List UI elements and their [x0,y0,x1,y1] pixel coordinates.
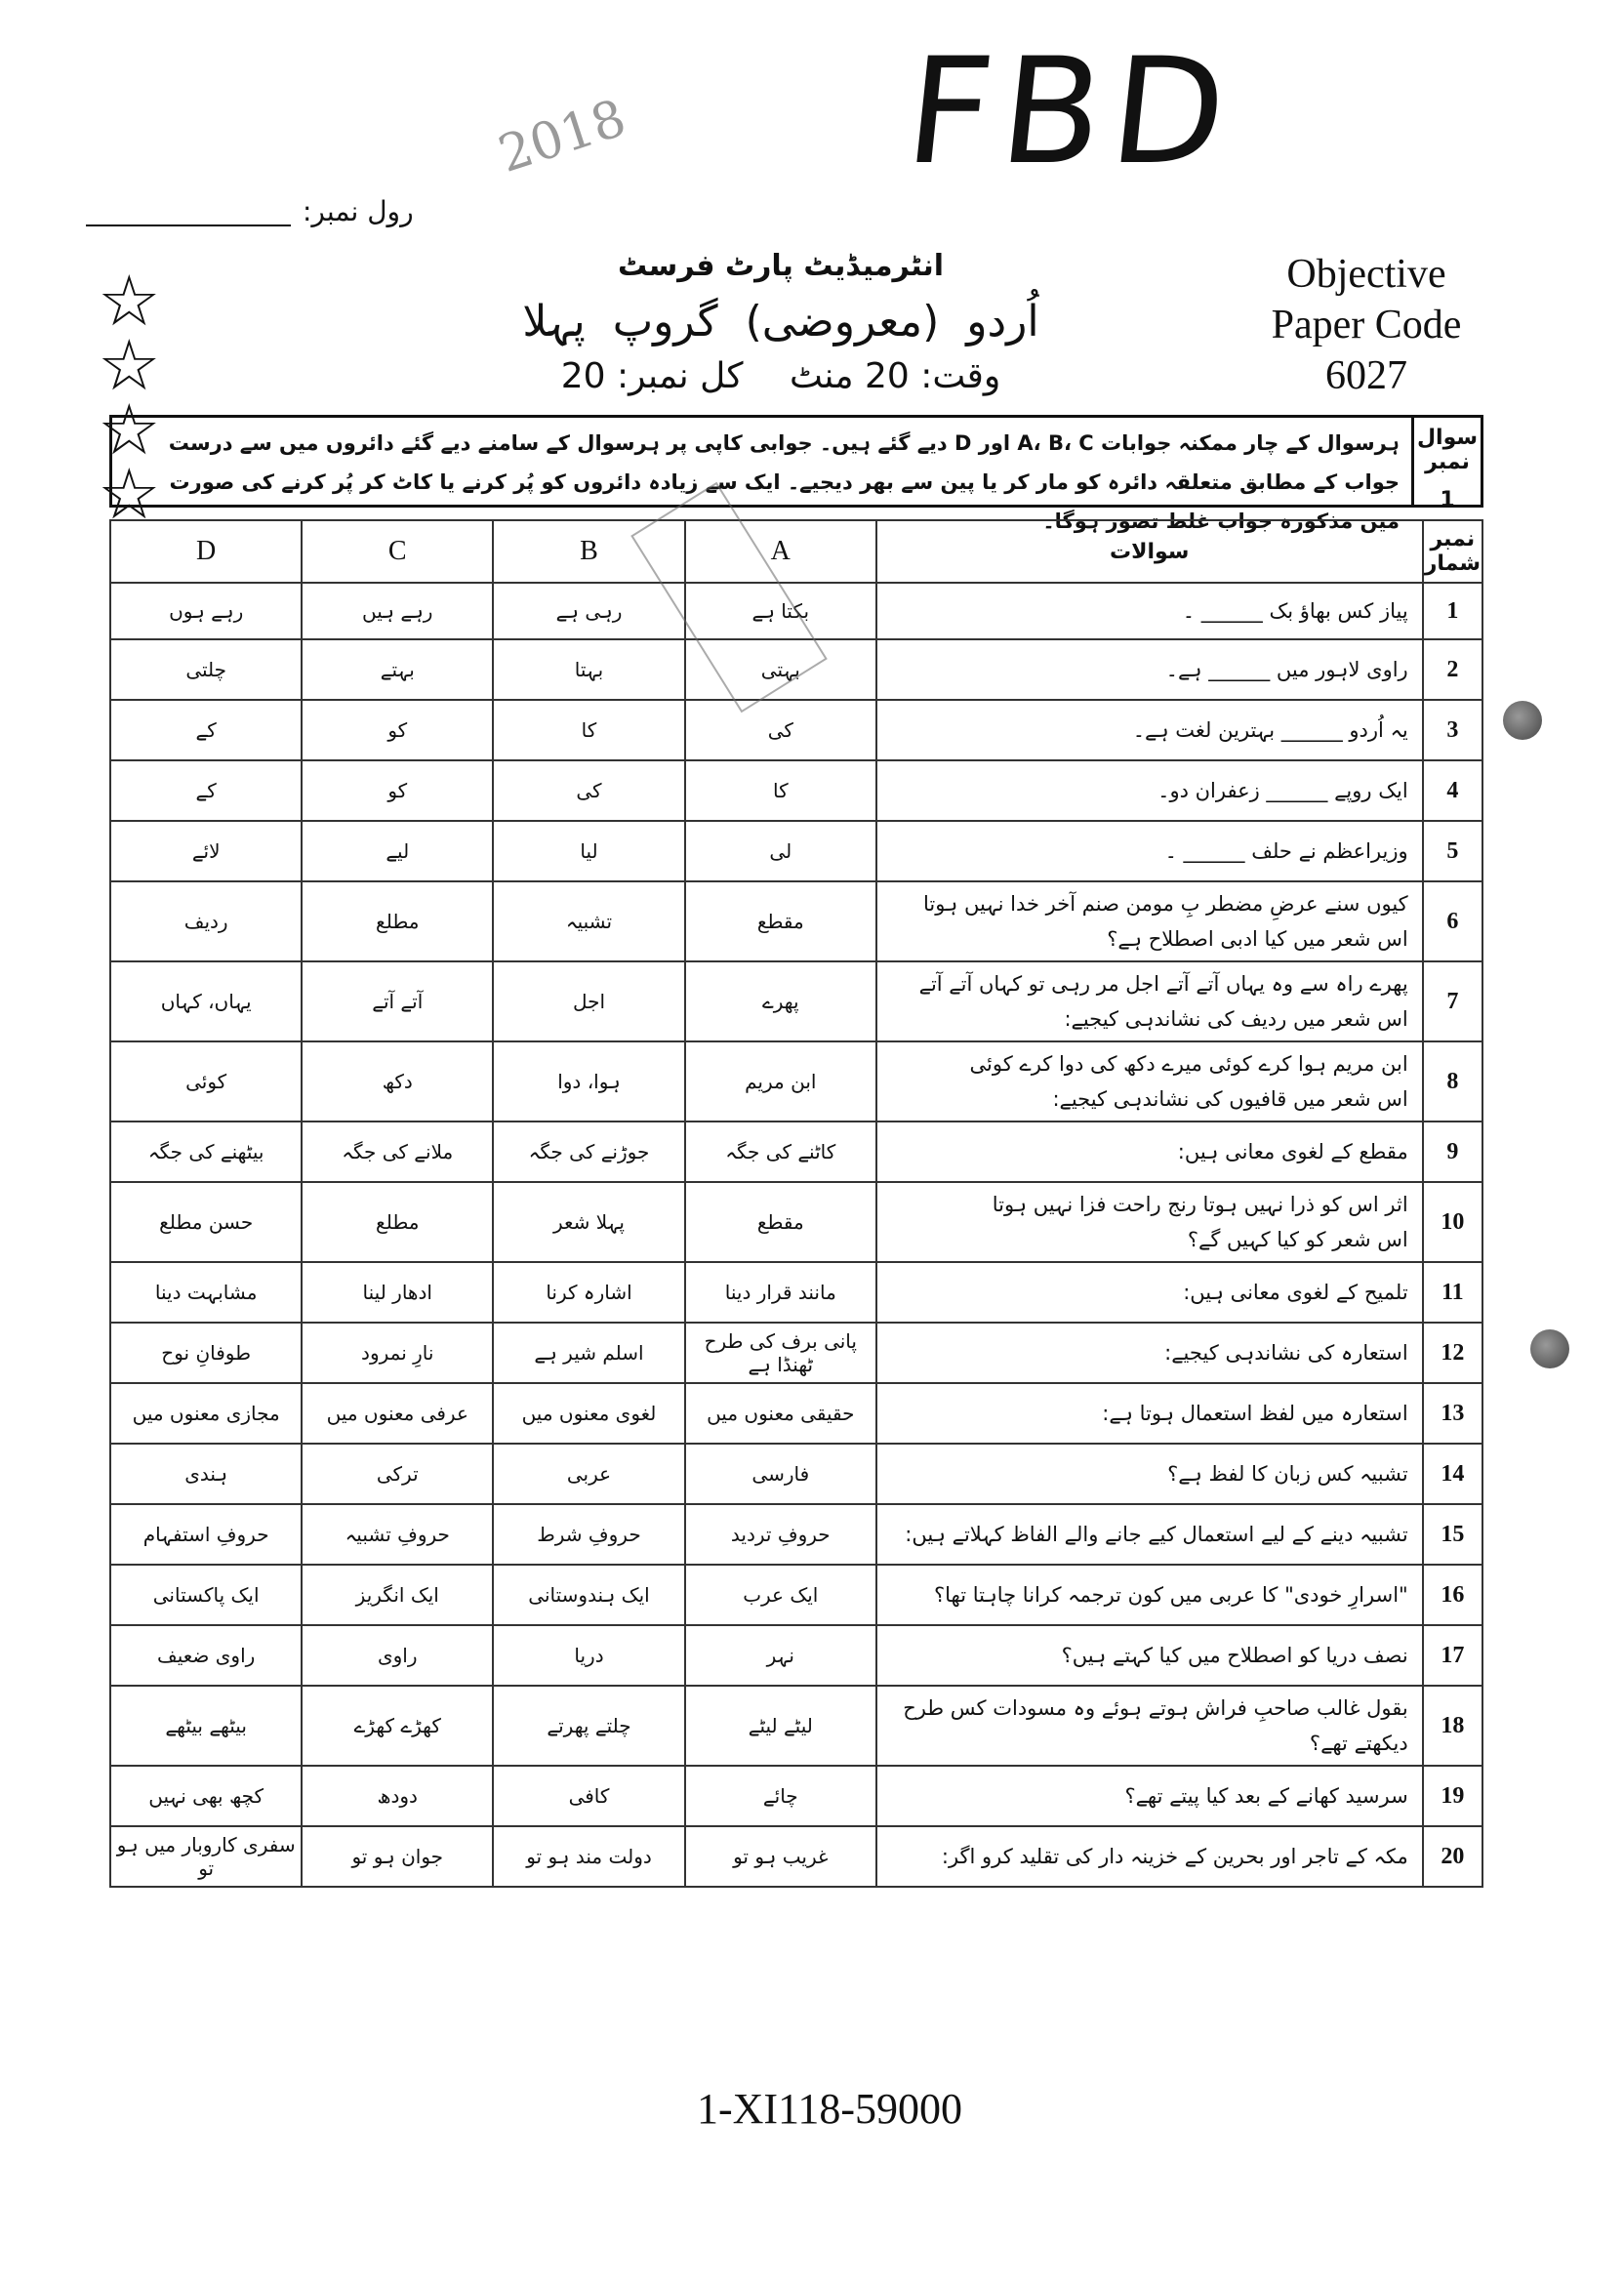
option-d: کے [110,760,302,821]
option-a: پانی برف کی طرح ٹھنڈا ہے [685,1323,876,1383]
question-text: تشبیہ کس زبان کا لفظ ہے؟ [876,1444,1423,1504]
option-d: لائے [110,821,302,881]
question-text: راوی لاہور میں ______ ہے۔ [876,639,1423,700]
question-text: پیاز کس بھاؤ بک ______ ۔ [876,583,1423,639]
option-b: ہوا، دوا [493,1041,685,1122]
option-c: حروفِ تشبیہ [302,1504,493,1565]
question-text: "اسرارِ خودی" کا عربی میں کون ترجمہ کرانا چاہتا تھا؟ [876,1565,1423,1625]
table-row [110,1383,1482,1444]
time-marks [508,356,1054,396]
star-icon: ☆ [98,453,161,535]
question-number-label: سوال نمبر [1416,426,1479,474]
question-number: 4 [1423,760,1482,821]
table-row [110,760,1482,821]
option-c: کو [302,760,493,821]
question-number: 15 [1423,1504,1482,1565]
question-number: 1 [1423,583,1482,639]
table-row [110,1686,1482,1766]
questions-body [110,583,1482,1887]
instructions-box [109,415,1483,533]
option-d: رہے ہوں [110,583,302,639]
question-text: بقول غالب صاحبِ فراش ہوتے ہوئے وہ مسودات کس طرح دیکھتے تھے؟ [876,1686,1423,1766]
option-b: چلتے پھرتے [493,1686,685,1766]
question-number: 13 [1423,1383,1482,1444]
option-b: کا [493,700,685,760]
question-number: 20 [1423,1826,1482,1887]
table-row [110,1625,1482,1686]
option-a: فارسی [685,1444,876,1504]
option-b: دولت مند ہو تو [493,1826,685,1887]
option-a: کاٹنے کی جگہ [685,1122,876,1182]
option-b: کی [493,760,685,821]
option-a: لی [685,821,876,881]
table-row [110,1323,1482,1383]
question-number: 3 [1423,700,1482,760]
option-c: بہتے [302,639,493,700]
time-label: وقت: 20 منٹ [789,356,1001,396]
option-d: کوئی [110,1041,302,1122]
option-a: لیٹے لیٹے [685,1686,876,1766]
option-b: بہتا [493,639,685,700]
option-b: تشبیہ [493,881,685,961]
option-d: مشابہت دینا [110,1262,302,1323]
table-row [110,1766,1482,1826]
table-row [110,1262,1482,1323]
option-b: لغوی معنوں میں [493,1383,685,1444]
option-a: کا [685,760,876,821]
option-c: لیے [302,821,493,881]
option-c: دکھ [302,1041,493,1122]
option-b: جوڑنے کی جگہ [493,1122,685,1182]
option-c: کھڑے کھڑے [302,1686,493,1766]
handwritten-date: 2018 [491,89,633,184]
table-header-row [110,520,1482,583]
paper-code-label: Paper Code [1271,303,1462,347]
option-a: بہتی [685,639,876,700]
paper-code-block [1239,249,1493,401]
table-row [110,700,1482,760]
star-icon: ☆ [98,388,161,470]
table-row [110,821,1482,881]
option-c: ملانے کی جگہ [302,1122,493,1182]
table-row [110,881,1482,961]
option-a: نہر [685,1625,876,1686]
option-a: مقطع [685,1182,876,1262]
option-a: مانند قرار دینا [685,1262,876,1323]
option-c: آتے آتے [302,961,493,1041]
option-c: عرفی معنوں میں [302,1383,493,1444]
question-number: 12 [1423,1323,1482,1383]
option-b: رہی ہے [493,583,685,639]
option-d: مجازی معنوں میں [110,1383,302,1444]
option-c: کو [302,700,493,760]
question-text: مقطع کے لغوی معانی ہیں: [876,1122,1423,1182]
option-d: حسن مطلع [110,1182,302,1262]
option-d: بیٹھنے کی جگہ [110,1122,302,1182]
option-a: کی [685,700,876,760]
option-b: کافی [493,1766,685,1826]
option-b: حروفِ شرط [493,1504,685,1565]
paper-code-value: 6027 [1325,353,1407,398]
star-icon: ☆ [98,260,161,342]
option-a: چائے [685,1766,876,1826]
question-number: 17 [1423,1625,1482,1686]
question-text: نصف دریا کو اصطلاح میں کیا کہتے ہیں؟ [876,1625,1423,1686]
option-a: ایک عرب [685,1565,876,1625]
table-row [110,1041,1482,1122]
option-c: ترکی [302,1444,493,1504]
option-b: اجل [493,961,685,1041]
option-c: ایک انگریز [302,1565,493,1625]
option-a: حروفِ تردید [685,1504,876,1565]
option-d: حروفِ استفہام [110,1504,302,1565]
instructions-text: ہرسوال کے چار ممکنہ جوابات A، B، C اور D دیے گئے ہیں۔ جوابی کاپی پر ہرسوال کے سامنے دیے گئے دائروں میں سے درست جواب کے مطابق متعلقہ دائرہ کو مار کر یا پین سے بھر دیجیے۔ ایک سے زیادہ دائروں کو پُر کرنے یا کاٹ کر پُر کرنے کی صورت میں مذکورہ جواب غلط تصور ہوگا۔ [168,431,1400,533]
option-c: ادھار لینا [302,1262,493,1323]
option-a: مقطع [685,881,876,961]
handwritten-board-code: FBD [898,27,1243,197]
option-d: ہندی [110,1444,302,1504]
star-icon: ☆ [98,324,161,406]
question-text: مکہ کے تاجر اور بحرین کے خزینہ دار کی تقلید کرو اگر: [876,1826,1423,1887]
option-a: بکتا ہے [685,583,876,639]
option-b: لیا [493,821,685,881]
question-text: تلمیح کے لغوی معانی ہیں: [876,1262,1423,1323]
option-d: بیٹھے بیٹھے [110,1686,302,1766]
question-number: 11 [1423,1262,1482,1323]
question-number: 8 [1423,1041,1482,1122]
option-b: ایک ہندوستانی [493,1565,685,1625]
question-text: ابن مریم ہوا کرے کوئی میرے دکھ کی دوا کرے کوئی اس شعر میں قافیوں کی نشاندہی کیجیے: [876,1041,1423,1122]
option-d: ایک پاکستانی [110,1565,302,1625]
option-a: حقیقی معنوں میں [685,1383,876,1444]
header-question: سوالات [876,520,1423,583]
question-number: 7 [1423,961,1482,1041]
table-row [110,961,1482,1041]
table-row [110,1565,1482,1625]
header-option-b: B [493,520,685,583]
question-number: 14 [1423,1444,1482,1504]
option-a: ابن مریم [685,1041,876,1122]
paper-header [508,249,1054,396]
questions-table [109,519,1483,1888]
option-a: غریب ہو تو [685,1826,876,1887]
table-row [110,1122,1482,1182]
question-number: 18 [1423,1686,1482,1766]
option-c: راوی [302,1625,493,1686]
table-row [110,1504,1482,1565]
question-text: اثر اس کو ذرا نہیں ہوتا رنج راحت فزا نہیں ہوتا اس شعر کو کیا کہیں گے؟ [876,1182,1423,1262]
option-d: کچھ بھی نہیں [110,1766,302,1826]
paper-title: اُردو (معروضی) گروپ پہلا [522,297,1039,347]
header-option-c: C [302,520,493,583]
option-d: سفری کاروبار میں ہو تو [110,1826,302,1887]
question-number: 5 [1423,821,1482,881]
question-number-cell [1411,418,1481,512]
question-text: سرسید کھانے کے بعد کیا پیتے تھے؟ [876,1766,1423,1826]
option-d: کے [110,700,302,760]
marks-label: کل نمبر: 20 [560,356,744,396]
option-b: پہلا شعر [493,1182,685,1262]
question-text: استعارہ میں لفظ استعمال ہوتا ہے: [876,1383,1423,1444]
table-row [110,1444,1482,1504]
option-b: دریا [493,1625,685,1686]
option-c: رہے ہیں [302,583,493,639]
question-number-value: 1 [1440,488,1455,512]
option-c: جوان ہو تو [302,1826,493,1887]
option-d: ردیف [110,881,302,961]
question-text: پھرے راہ سے وہ یہاں آتے آتے اجل مر رہی تو کہاں آتے آتے اس شعر میں ردیف کی نشاندہی کیجیے: [876,961,1423,1041]
option-d: راوی ضعیف [110,1625,302,1686]
option-d: یہاں، کہاں [110,961,302,1041]
question-text: کیوں سنے عرضِ مضطر بِ مومن صنم آخر خدا نہیں ہوتا اس شعر میں کیا ادبی اصطلاح ہے؟ [876,881,1423,961]
option-c: مطلع [302,881,493,961]
question-text: تشبیہ دینے کے لیے استعمال کیے جانے والے الفاظ کہلاتے ہیں: [876,1504,1423,1565]
option-c: دودھ [302,1766,493,1826]
table-row [110,1826,1482,1887]
option-b: عربی [493,1444,685,1504]
option-c: مطلع [302,1182,493,1262]
question-number: 2 [1423,639,1482,700]
question-text: یہ اُردو ______ بہترین لغت ہے۔ [876,700,1423,760]
option-d: چلتی [110,639,302,700]
question-text: وزیراعظم نے حلف ______ ۔ [876,821,1423,881]
option-b: اسلم شیر ہے [493,1323,685,1383]
roll-number-line [86,224,291,226]
punch-hole [1503,701,1542,740]
option-d: طوفانِ نوح [110,1323,302,1383]
option-a: پھرے [685,961,876,1041]
question-number: 10 [1423,1182,1482,1262]
header-option-d: D [110,520,302,583]
option-c: نارِ نمرود [302,1323,493,1383]
question-number: 19 [1423,1766,1482,1826]
question-number: 16 [1423,1565,1482,1625]
roll-number-label: رول نمبر: [303,195,414,227]
question-text: ایک روپے ______ زعفران دو۔ [876,760,1423,821]
question-number: 6 [1423,881,1482,961]
punch-hole [1530,1329,1569,1368]
question-text: استعارہ کی نشاندہی کیجیے: [876,1323,1423,1383]
footer-code: 1-XI118-59000 [696,2085,963,2133]
option-b: اشارہ کرنا [493,1262,685,1323]
header-number: نمبر شمار [1423,520,1482,583]
table-row [110,1182,1482,1262]
question-number: 9 [1423,1122,1482,1182]
exam-subtitle: انٹرمیڈیٹ پارٹ فرسٹ [617,249,945,283]
objective-label: Objective [1286,252,1446,297]
header-option-a: A [685,520,876,583]
